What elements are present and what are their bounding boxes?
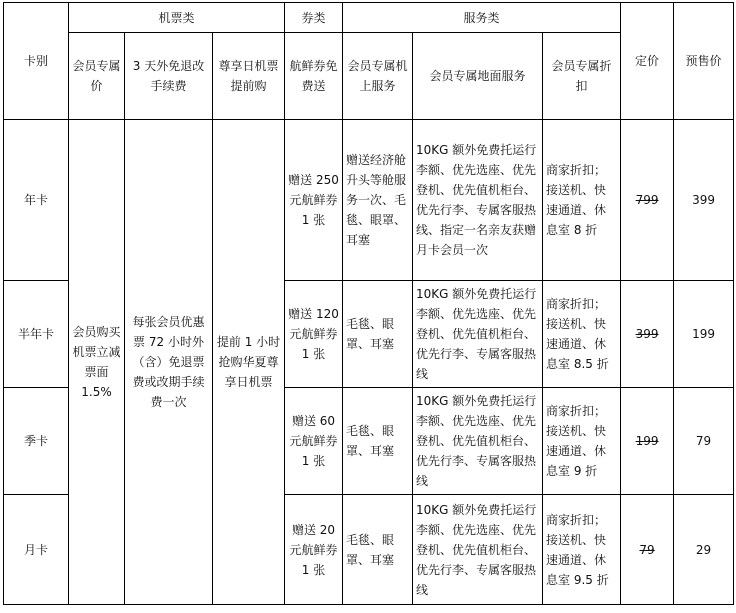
ground-service-cell: 10KG 额外免费托运行李额、优先选座、优先登机、优先值机柜台、优先行李、专属客服热线 xyxy=(413,388,543,495)
onboard-service-cell: 毛毯、眼罩、耳塞 xyxy=(343,281,413,388)
ground-service-cell: 10KG 额外免费托运行李额、优先选座、优先登机、优先值机柜台、优先行李、专属客服热线、指定一名亲友获赠月卡会员一次 xyxy=(413,120,543,281)
presale-price-cell: 399 xyxy=(674,120,734,281)
card-type-cell: 年卡 xyxy=(4,120,69,281)
header-early-booking: 尊享日机票提前购 xyxy=(213,33,285,120)
shared-member-price-cell: 会员购买机票立减票面 1.5% xyxy=(69,120,125,605)
onboard-service-cell: 毛毯、眼罩、耳塞 xyxy=(343,495,413,605)
header-presale: 预售价 xyxy=(674,3,734,120)
card-type-cell: 半年卡 xyxy=(4,281,69,388)
discount-cell: 商家折扣；接送机、快速通道、休息室 8 折 xyxy=(543,120,621,281)
card-type-cell: 月卡 xyxy=(4,495,69,605)
table-row xyxy=(4,120,734,281)
header-ground-service: 会员专属地面服务 xyxy=(413,33,543,120)
header-card-type: 卡别 xyxy=(4,3,69,120)
presale-price-cell: 199 xyxy=(674,281,734,388)
header-group-ticket: 机票类 xyxy=(69,3,285,33)
voucher-cell: 赠送 120 元航鲜券 1 张 xyxy=(285,281,343,388)
header-free-refund: 3 天外免退改手续费 xyxy=(125,33,213,120)
header-discount: 会员专属折扣 xyxy=(543,33,621,120)
list-price-cell: 799 xyxy=(621,120,674,281)
discount-cell: 商家折扣；接送机、快速通道、休息室 8.5 折 xyxy=(543,281,621,388)
onboard-service-cell: 毛毯、眼罩、耳塞 xyxy=(343,388,413,495)
shared-free-refund-cell: 每张会员优惠票 72 小时外（含）免退票费或改期手续费一次 xyxy=(125,120,213,605)
header-group-row xyxy=(4,3,734,33)
discount-cell: 商家折扣；接送机、快速通道、休息室 9 折 xyxy=(543,388,621,495)
presale-price-cell: 79 xyxy=(674,388,734,495)
membership-table-wrapper xyxy=(3,2,734,605)
voucher-cell: 赠送 250 元航鲜券 1 张 xyxy=(285,120,343,281)
header-voucher-free: 航鲜券免费送 xyxy=(285,33,343,120)
shared-early-booking-cell: 提前 1 小时抢购华夏尊享日机票 xyxy=(213,120,285,605)
list-price-cell: 79 xyxy=(621,495,674,605)
onboard-service-cell: 赠送经济舱升头等舱服务一次、毛毯、眼罩、耳塞 xyxy=(343,120,413,281)
ground-service-cell: 10KG 额外免费托运行李额、优先选座、优先登机、优先值机柜台、优先行李、专属客服热线 xyxy=(413,495,543,605)
card-type-cell: 季卡 xyxy=(4,388,69,495)
header-onboard-service: 会员专属机上服务 xyxy=(343,33,413,120)
voucher-cell: 赠送 60 元航鲜券 1 张 xyxy=(285,388,343,495)
header-member-price: 会员专属价 xyxy=(69,33,125,120)
header-price: 定价 xyxy=(621,3,674,120)
membership-card-table xyxy=(3,2,734,605)
ground-service-cell: 10KG 额外免费托运行李额、优先选座、优先登机、优先值机柜台、优先行李、专属客服热线 xyxy=(413,281,543,388)
list-price-cell: 399 xyxy=(621,281,674,388)
header-group-voucher: 券类 xyxy=(285,3,343,33)
discount-cell: 商家折扣；接送机、快速通道、休息室 9.5 折 xyxy=(543,495,621,605)
header-group-service: 服务类 xyxy=(343,3,621,33)
list-price-cell: 199 xyxy=(621,388,674,495)
presale-price-cell: 29 xyxy=(674,495,734,605)
voucher-cell: 赠送 20 元航鲜券 1 张 xyxy=(285,495,343,605)
